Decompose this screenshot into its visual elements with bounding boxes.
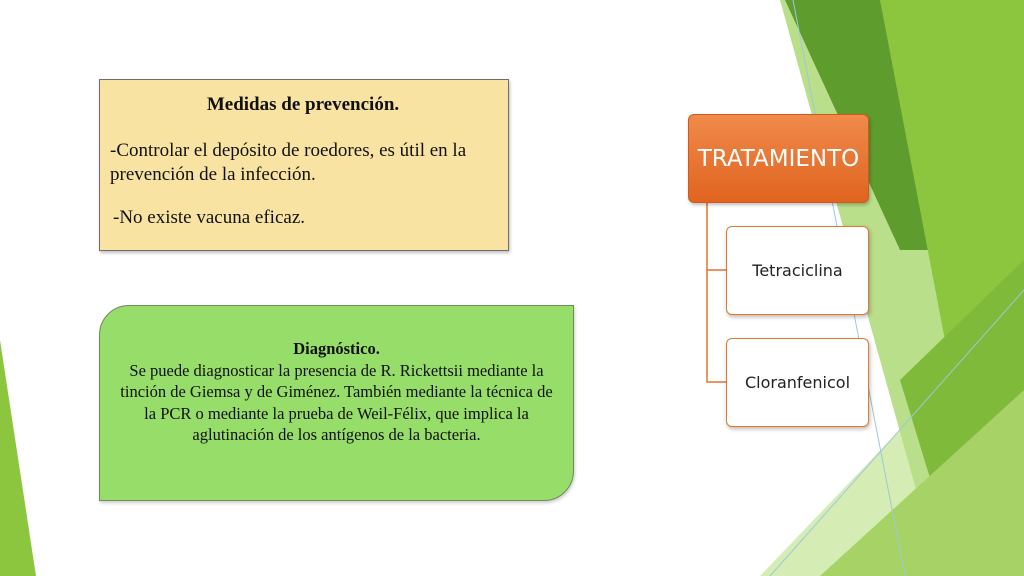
- treatment-item-cloranfenicol: Cloranfenicol: [744, 373, 851, 392]
- treatment-item-tetraciclina: Tetraciclina: [752, 261, 843, 280]
- prevention-line-1: -Controlar el depósito de roedores, es útil en la prevención de la infección.: [110, 140, 467, 185]
- diagnosis-body: Se puede diagnosticar la presencia de R. Rickettsii mediante la tinción de Giemsa y de Giménez. También mediante la técnica de la PCR o mediante la prueba de Weil-Félix, que implica la aglutinación de los antígenos de la bacteria.: [120, 360, 553, 444]
- treatment-item-box: [726, 226, 869, 315]
- prevention-line-2: -No existe vacuna eficaz.: [113, 207, 306, 228]
- treatment-title: TRATAMIENTO: [697, 145, 860, 172]
- treatment-item-box: [726, 338, 869, 427]
- treatment-title-box: [688, 114, 869, 203]
- diagnosis-title: Diagnóstico.: [293, 339, 380, 358]
- prevention-title: Medidas de prevención.: [206, 94, 400, 115]
